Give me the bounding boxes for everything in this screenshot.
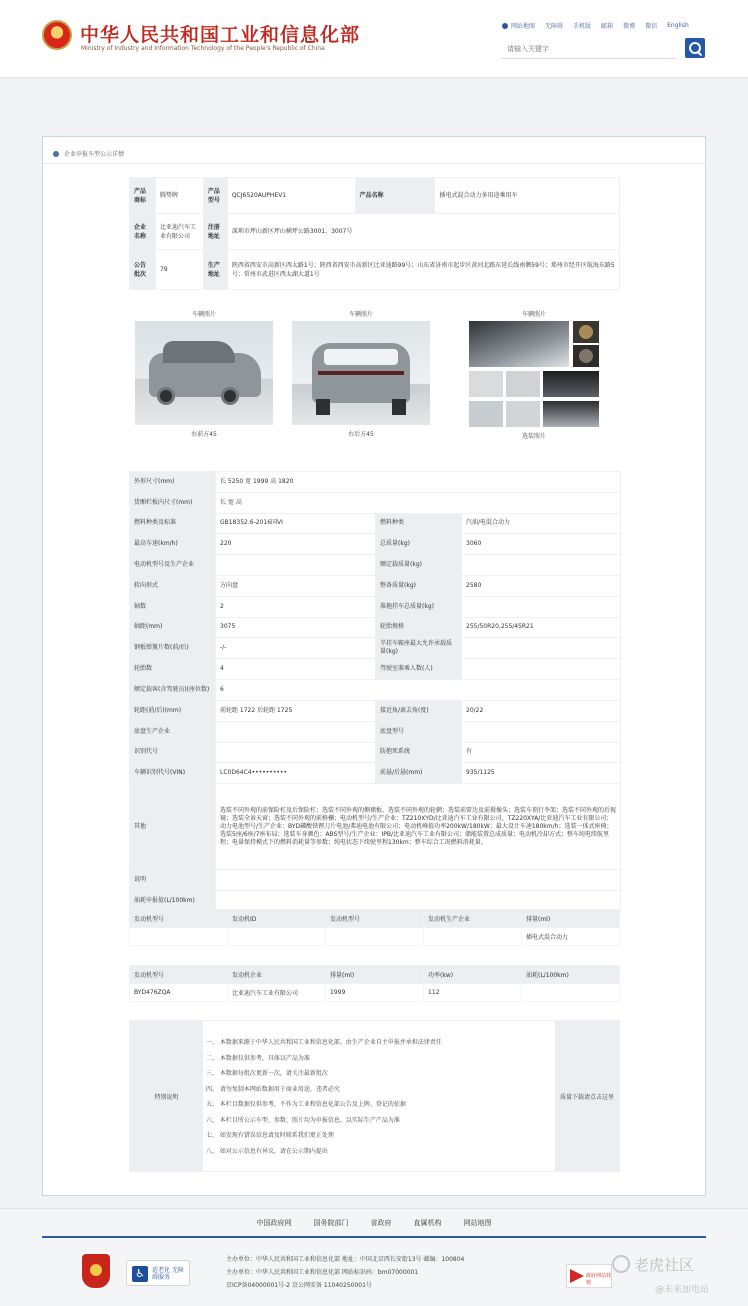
photo-label: 车辆照片 xyxy=(191,311,216,318)
motor-table-header: 发动机企业 xyxy=(228,966,326,984)
param-label: 其他 xyxy=(130,784,216,870)
list-item: 三、 本数据每批次更新一次，请关注最新批次 xyxy=(206,1070,328,1077)
watermark-handle: @未来加电站 xyxy=(655,1285,710,1295)
param-label: 货厢栏板内尺寸(mm) xyxy=(130,492,216,513)
motor-table-header: 排量(ml) xyxy=(326,966,424,984)
heading-bullet-icon xyxy=(53,151,59,157)
param-label: 轮胎规格 xyxy=(376,617,462,638)
param-label: 说明 xyxy=(130,870,216,891)
list-item: 一、 本数据来源于中华人民共和国工业和信息化部，由生产企业自主申报并承担法律责任 xyxy=(206,1039,442,1046)
param-value xyxy=(462,555,621,576)
company-value: 比亚迪汽车工业有限公司 xyxy=(155,214,203,250)
footer-link-agencies[interactable]: 直属机构 xyxy=(413,1219,442,1227)
param-label: 外形尺寸(mm) xyxy=(130,472,216,493)
top-links xyxy=(502,21,689,30)
param-label: 最高车速(km/h) xyxy=(130,534,216,555)
tire-shape xyxy=(316,399,330,415)
param-label: 接近角/离去角(度) xyxy=(376,700,462,721)
base-label: 生产地址 xyxy=(203,250,227,290)
table-cell: 比亚迪汽车工业有限公司 xyxy=(228,984,326,1002)
tire-shape xyxy=(392,399,406,415)
table-row xyxy=(130,928,620,946)
mirror-option-image xyxy=(506,371,540,397)
name-label: 产品名称 xyxy=(355,178,435,214)
footer-info-line: 京ICP备04000001号-2 京公网安备 11040250001号 xyxy=(226,1282,372,1289)
list-item: 八、 如对公示信息有异议，请在公示期内提出 xyxy=(206,1147,328,1155)
wheel-option-image xyxy=(573,321,599,343)
accessibility-text: 适老化 无障碍服务 xyxy=(152,1267,184,1281)
gov-error-badge[interactable] xyxy=(566,1264,612,1288)
param-value: 2580 xyxy=(462,575,621,596)
search-button[interactable] xyxy=(685,38,705,58)
list-item: 二、 本数据仅供参考，具体以产品为准 xyxy=(206,1054,310,1062)
gov-badge-icon xyxy=(570,1269,584,1283)
product-info-table xyxy=(129,177,620,290)
param-label: 整备质量(kg) xyxy=(376,575,462,596)
param-value: 前轮距 1722 后轮距 1725 xyxy=(216,700,376,721)
param-label: 轮距(前/后)(mm) xyxy=(130,700,216,721)
param-value: 2 xyxy=(216,596,376,617)
motor-table-header: 发动机型号 xyxy=(130,966,228,984)
table-row xyxy=(130,984,620,1002)
param-label: 准拖挂车总质量(kg) xyxy=(376,596,462,617)
list-item: 四、 请勿复制本网站数据用于商业用途，违者必究 xyxy=(206,1085,340,1093)
motor-table-header: 油耗(L/100km) xyxy=(522,966,620,984)
car-roof-shape xyxy=(163,341,235,363)
param-label: 驾驶室准乘人数(人) xyxy=(376,659,462,680)
photo-label: 车辆照片 xyxy=(348,311,373,318)
photo-front[interactable] xyxy=(129,309,279,438)
param-value xyxy=(462,638,621,659)
param-value: 20/22 xyxy=(462,700,621,721)
card-heading-text: 企业申报车型公示详情 xyxy=(64,151,125,158)
photo-caption: 右前方45 xyxy=(191,431,217,438)
param-value: 220 xyxy=(216,534,376,555)
param-value xyxy=(216,742,376,763)
grille-option-image xyxy=(543,371,599,397)
table-cell: 1999 xyxy=(326,984,424,1002)
name-value: 插电式混合动力多用途乘用车 xyxy=(435,178,620,214)
batch-value: 79 xyxy=(155,250,203,290)
engine-table-header: 发动机ID xyxy=(228,910,326,928)
list-item: 五、 本栏目数据仅供参考，不作为工业和信息化部公告及上牌、登记的依据 xyxy=(206,1101,406,1108)
site-subtitle: Ministry of Industry and Information Technology of the People's Republic of China xyxy=(81,45,325,52)
param-label: 轮胎数 xyxy=(130,659,216,680)
param-value: 3060 xyxy=(462,534,621,555)
table-cell xyxy=(522,984,620,1002)
site-header xyxy=(0,0,748,78)
footer-link-departments[interactable]: 国务院部门 xyxy=(313,1219,349,1227)
param-value: 长 宽 高 xyxy=(216,492,621,513)
footer-link-sitemap[interactable]: 网站地图 xyxy=(463,1219,492,1227)
model-value: QCJ6520AUPHEV1 xyxy=(227,178,355,214)
tail-light-shape xyxy=(318,371,404,375)
param-value: GB18352.6-2016国VI xyxy=(216,513,376,534)
search-input[interactable] xyxy=(501,39,677,59)
param-label: 钢板弹簧片数(前/后) xyxy=(130,638,216,659)
notes-label: 特别说明 xyxy=(130,1021,203,1171)
param-label: 底盘生产企业 xyxy=(130,721,216,742)
engine-table-header: 发动机生产企业 xyxy=(424,910,522,928)
mirror-option-image xyxy=(469,371,503,397)
seat-option-image xyxy=(469,401,503,427)
param-value xyxy=(462,596,621,617)
param-label: 车辆识别代号(VIN) xyxy=(130,763,216,784)
param-value: LC0D64C4•••••••••• xyxy=(216,763,376,784)
top-link-sitemap[interactable]: 网站地图 xyxy=(502,21,535,30)
table-cell: 112 xyxy=(424,984,522,1002)
options-image-grid xyxy=(469,321,599,427)
footer-nav xyxy=(0,1218,748,1228)
wheelchair-icon: ♿ xyxy=(132,1266,148,1282)
photo-caption: 右后方45 xyxy=(348,431,374,438)
param-label: 半挂车鞍座最大允许承载质量(kg) xyxy=(376,638,462,659)
photo-options[interactable] xyxy=(459,309,609,440)
param-label: 燃料种类及标准 xyxy=(130,513,216,534)
accessibility-badge[interactable] xyxy=(126,1260,190,1286)
param-value: 长 5250 宽 1999 高 1820 xyxy=(216,472,621,493)
engine-table-header: 排量(ml) xyxy=(522,910,620,928)
special-notes xyxy=(129,1020,620,1172)
site-title: 中华人民共和国工业和信息化部 xyxy=(80,24,361,46)
wheel-icon xyxy=(157,387,175,405)
seat-option-image xyxy=(506,401,540,427)
param-value: 255/50R20,255/45R21 xyxy=(462,617,621,638)
divider xyxy=(43,163,705,164)
table-cell xyxy=(424,928,522,946)
param-value: 4 xyxy=(216,659,376,680)
sitemap-icon xyxy=(502,23,508,29)
wheel-icon xyxy=(221,387,239,405)
param-label: 识别代号 xyxy=(130,742,216,763)
card-heading xyxy=(53,149,124,158)
footer-link-gov[interactable]: 中国政府网 xyxy=(256,1219,292,1227)
param-value xyxy=(462,721,621,742)
table-cell xyxy=(228,928,326,946)
remark-value: 选装不同外观的前保险杠及后保险杠；选装不同外观的侧裙板、选装不同外观的轮辋；选装前雷达及前摄像头；选装车顶行李架；选装不同外观的后视镜；选装全景天窗；选装不同外观的前格栅；电动机型号/生产企业：TZ210XYD/比亚迪汽车工业有限公司、TZ220XYA/比亚迪汽车工业有限公司；动力电池型号/生产企业：BYD磷酸铁锂刀片电池/弗迪电池有限公司；电动机峰值功率200kW/180kW；最大设计车速180km/h；选装一体式座椅；选装5座/6座/7座布局；选装车身颜色；ABS型号/生产企业：IPB/比亚迪汽车工业有限公司；储能装置总成质量；电动机冷却方式；整车纯电续航里程；电量保持模式下的燃料消耗量等参数；纯电状态下续驶里程130km；整车综合工况燃料消耗量。 xyxy=(216,784,621,870)
site-footer xyxy=(0,1208,748,1306)
wheel-option-image xyxy=(573,345,599,367)
list-item: 六、 本栏目所公示车型、参数、照片均为申报信息，以实际生产产品为准 xyxy=(206,1116,400,1124)
param-label: 底盘型号 xyxy=(376,721,462,742)
front-car-image xyxy=(135,321,273,425)
download-link[interactable]: 质量下载请点击这里 xyxy=(555,1021,619,1171)
batch-label: 公告批次 xyxy=(130,250,156,290)
motor-table-header: 功率(kw) xyxy=(424,966,522,984)
table-cell xyxy=(326,928,424,946)
rear-window-shape xyxy=(324,349,398,365)
top-link-accessibility[interactable]: 无障碍 xyxy=(545,23,564,30)
address-value: 深圳市坪山新区坪山横坪公路3001、3007号 xyxy=(227,214,619,250)
param-value: 方向盘 xyxy=(216,575,376,596)
param-value: 有 xyxy=(462,742,621,763)
rear-car-image xyxy=(292,321,430,425)
photo-rear[interactable] xyxy=(286,309,436,438)
param-label: 前悬/后悬(mm) xyxy=(376,763,462,784)
top-link-mobile[interactable]: 手机版 xyxy=(573,23,592,30)
engine-table-header: 发动机型号 xyxy=(130,910,228,928)
parameters-table xyxy=(129,471,621,912)
footer-info-line: 主办单位：中华人民共和国工业和信息化部 地址：中国北京西长安街13号 邮编：100804 xyxy=(226,1256,465,1263)
param-label: 额定载客(含驾驶员)(座位数) xyxy=(130,680,216,701)
photo-caption: 选装照片 xyxy=(521,433,546,440)
top-link-wechat[interactable]: 微信 xyxy=(645,23,658,30)
company-label: 企业名称 xyxy=(130,214,156,250)
top-link-mail[interactable]: 邮箱 xyxy=(601,23,614,30)
param-label: 总质量(kg) xyxy=(376,534,462,555)
param-value: -/- xyxy=(216,638,376,659)
param-label: 油耗申报值(L/100km) xyxy=(130,890,216,911)
table-cell xyxy=(130,928,228,946)
param-value: 汽油/电混合动力 xyxy=(462,513,621,534)
notes-list xyxy=(206,1035,442,1159)
engine-table xyxy=(129,909,620,946)
list-item: 七、 如发现有错误信息请及时联系我们更正处理 xyxy=(206,1132,334,1139)
party-badge-icon[interactable] xyxy=(82,1254,110,1288)
bumper-option-image xyxy=(543,401,599,427)
photo-label: 车辆照片 xyxy=(521,311,546,318)
top-link-english[interactable]: English xyxy=(667,22,689,29)
base-value: 陕西省西安市高新区西太路1号；陕西省西安市高新区比亚迪路99号；山东省济南市起步区黄河北路东延长线南侧59号；郑州市经开区航海东路5号；常州市武进区西太湖大道1号 xyxy=(227,250,619,290)
param-label: 轴距(mm) xyxy=(130,617,216,638)
param-value xyxy=(216,555,376,576)
param-value: 6 xyxy=(216,680,621,701)
param-value: 935/1125 xyxy=(462,763,621,784)
param-label: 轴数 xyxy=(130,596,216,617)
top-link-weibo[interactable]: 微博 xyxy=(623,23,636,30)
footer-link-provinces[interactable]: 省政府 xyxy=(370,1219,392,1227)
table-cell: 插电式混合动力 xyxy=(522,928,620,946)
brand-value: 腾势牌 xyxy=(155,178,203,214)
param-value xyxy=(216,721,376,742)
param-label: 电动机型号及生产企业 xyxy=(130,555,216,576)
engine-table-header: 发动机型号 xyxy=(326,910,424,928)
model-label: 产品型号 xyxy=(203,178,227,214)
motor-table xyxy=(129,965,620,1002)
table-cell: BYD476ZQA xyxy=(130,984,228,1002)
watermark-text: 老虎社区 xyxy=(634,1256,695,1274)
param-value: 3075 xyxy=(216,617,376,638)
footer-info-line: 主办单位：中华人民共和国工业和信息化部 网站标识码：bm07000001 xyxy=(226,1269,419,1276)
param-label: 转向形式 xyxy=(130,575,216,596)
param-label: 燃料种类 xyxy=(376,513,462,534)
panoramic-roof-image xyxy=(469,321,569,367)
address-label: 注册地址 xyxy=(203,214,227,250)
vehicle-photos xyxy=(129,309,620,455)
param-value xyxy=(462,659,621,680)
watermark-icon xyxy=(612,1255,630,1273)
param-label: 额定载质量(kg) xyxy=(376,555,462,576)
detail-card xyxy=(42,136,706,1196)
gov-badge-text: 政府网站找错 xyxy=(586,1273,612,1286)
brand-label: 产品商标 xyxy=(130,178,156,214)
national-emblem-icon xyxy=(42,20,72,50)
param-value xyxy=(216,870,621,891)
param-label: 防抱死系统 xyxy=(376,742,462,763)
footer-divider xyxy=(42,1236,706,1238)
